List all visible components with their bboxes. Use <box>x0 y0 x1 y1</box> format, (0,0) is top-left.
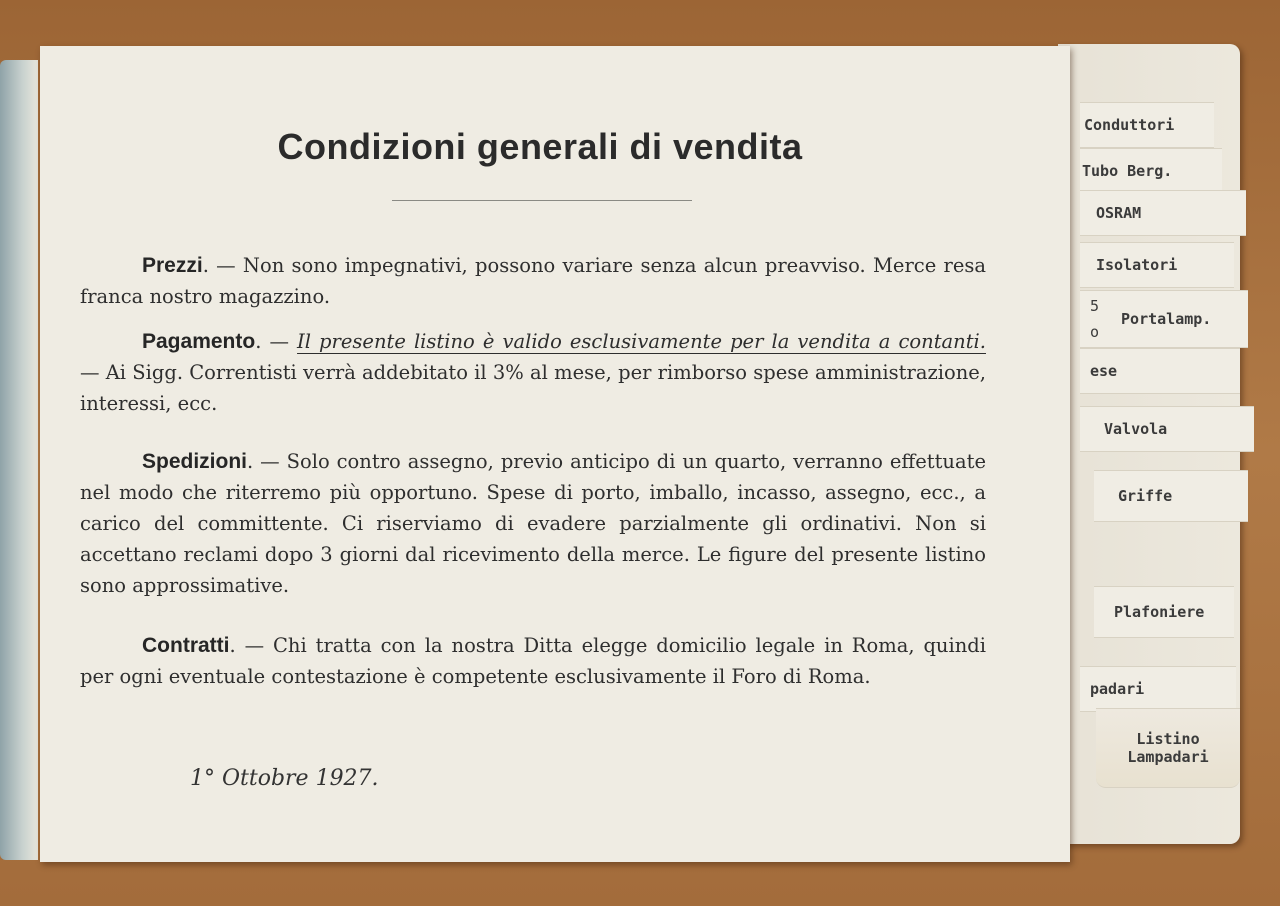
tab-conduttori[interactable] <box>1080 102 1214 148</box>
section-heading: Prezzi <box>142 254 203 277</box>
tab-lampadari[interactable] <box>1080 666 1236 712</box>
section-contratti <box>80 630 986 692</box>
tab-osram[interactable] <box>1080 190 1246 236</box>
title-divider <box>392 200 692 201</box>
tab-label: Portalamp. <box>1121 310 1212 328</box>
tab-label: Griffe <box>1118 487 1173 505</box>
tab-label: OSRAM <box>1096 204 1142 222</box>
section-heading: Contratti <box>142 634 230 657</box>
tab-listino-lampadari[interactable] <box>1096 708 1240 788</box>
tab-label: Lampadari <box>1127 748 1209 766</box>
tab-label: Listino <box>1136 730 1200 748</box>
tab-prese[interactable] <box>1080 348 1240 394</box>
page-title: Condizioni generali di vendita <box>277 126 803 167</box>
tab-plafoniere[interactable] <box>1094 586 1234 638</box>
tab-valvola[interactable] <box>1080 406 1254 452</box>
previous-page-edge <box>0 60 38 860</box>
section-text: . — Non sono impegnativi, possono variare senza alcun preavviso. Merce resa franca nostro magazzino. <box>80 254 986 308</box>
tab-label: padari <box>1090 680 1145 698</box>
tab-tubo-berg[interactable] <box>1080 148 1222 194</box>
section-text: . — Chi tratta con la nostra Ditta elegge domicilio legale in Roma, quindi per ogni eventuale contestazione è competente esclusivamente il Foro di Roma. <box>80 634 986 688</box>
section-pagamento <box>80 326 986 419</box>
section-text: . — Solo contro assegno, previo anticipo di un quarto, verranno effettuate nel modo che riterremo più opportuno. Spese di porto, imballo, incasso, assegno, ecc., a carico del committente. Ci riserviamo di evadere parzialmente gli ordinativi. Non si accettano reclami dopo 3 giorni dal ricevimento della merce. Le figure del presente listino sono approssimative. <box>80 450 986 597</box>
tab-portalampade[interactable] <box>1080 290 1248 348</box>
section-prezzi <box>80 250 986 312</box>
section-text: . — <box>255 330 298 353</box>
tab-label: Conduttori <box>1084 116 1175 134</box>
tab-fragment-label: o <box>1090 323 1100 341</box>
tab-label: Tubo Berg. <box>1082 162 1173 180</box>
tab-griffe[interactable] <box>1094 470 1248 522</box>
tab-label: ese <box>1090 362 1118 380</box>
tab-label: Plafoniere <box>1114 603 1205 621</box>
section-emphasis: Il presente listino è valido esclusivamente per la vendita a contanti. <box>297 330 986 353</box>
tab-isolatori[interactable] <box>1080 242 1234 288</box>
tab-fragment-label: 5 <box>1090 297 1100 315</box>
section-spedizioni <box>80 446 986 601</box>
section-heading: Spedizioni <box>142 450 247 473</box>
section-text: — Ai Sigg. Correntisti verrà addebitato il 3% al mese, per rimborso spese amministrazione, interessi, ecc. <box>80 361 986 415</box>
section-heading: Pagamento <box>142 330 256 353</box>
tab-label: Isolatori <box>1096 256 1178 274</box>
tab-label: Valvola <box>1104 420 1168 438</box>
document-date: 1° Ottobre 1927. <box>190 766 379 791</box>
